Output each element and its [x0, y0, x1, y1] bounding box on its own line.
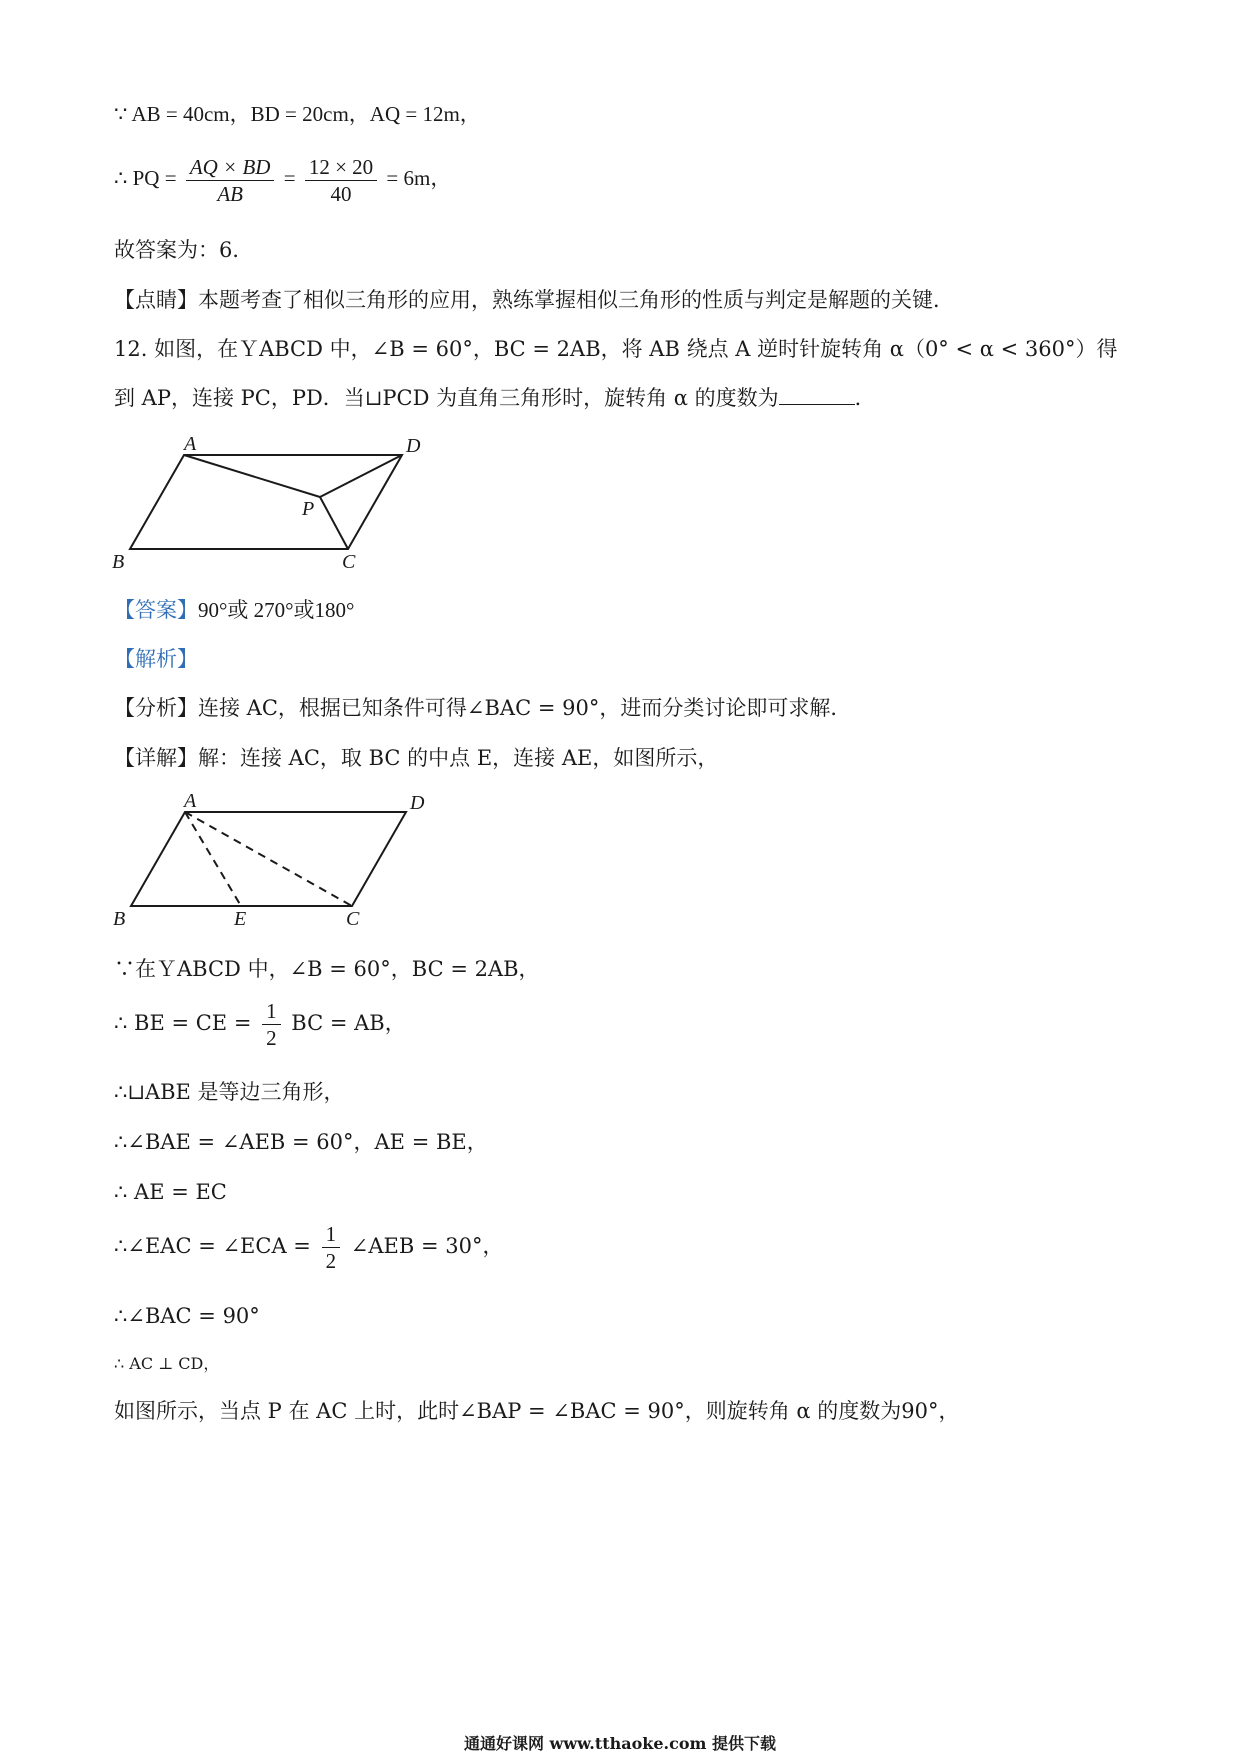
dashed-segment-ae	[185, 812, 241, 906]
step-7: ∴∠BAC = 90°	[114, 1304, 260, 1328]
step-6-prefix: ∴∠EAC = ∠ECA =	[114, 1234, 311, 1258]
fenxi-line: 【分析】连接 AC，根据已知条件可得∠BAC = 90°，进而分类讨论即可求解．	[114, 696, 852, 720]
label-b: B	[113, 908, 126, 930]
step-2	[114, 995, 406, 1051]
page-footer: 通通好课网 www.tthaoke.com 提供下载	[463, 1734, 777, 1753]
label-c: C	[346, 908, 360, 930]
label-e: E	[234, 908, 247, 930]
question-12-line-2	[114, 384, 876, 412]
label-b: B	[112, 551, 125, 573]
fraction-numerator: 12 × 20	[305, 154, 377, 181]
formula-result: = 6m，	[386, 166, 452, 190]
step-4: ∴∠BAE = ∠AEB = 60°，AE = BE，	[114, 1130, 488, 1154]
pq-formula-line	[114, 150, 451, 207]
final-answer-line: 故答案为：6．	[114, 238, 254, 262]
answer-tag: 【答案】	[114, 598, 198, 622]
answer-blank	[779, 384, 855, 405]
label-p: P	[302, 498, 315, 520]
label-d: D	[406, 435, 421, 457]
step-8: ∴ AC ⊥ CD，	[114, 1354, 220, 1373]
step-5: ∴ AE = EC	[114, 1180, 227, 1204]
fraction-one-half	[322, 1221, 341, 1274]
step-2-prefix: ∴ BE = CE =	[114, 1011, 252, 1035]
fraction-numerator: 1	[322, 1221, 341, 1248]
analysis-tag: 【解析】	[114, 647, 198, 671]
dianjing-comment: 【点睛】本题考查了相似三角形的应用，熟练掌握相似三角形的性质与判定是解题的关键．	[114, 288, 954, 312]
label-a: A	[184, 433, 197, 455]
segment-pc	[320, 497, 348, 549]
answer-text: 90°或 270°或180°	[198, 598, 355, 622]
answer-line	[114, 596, 354, 624]
step-9: 如图所示，当点 P 在 AC 上时，此时∠BAP = ∠BAC = 90°，则旋转角 α 的度数为90°，	[114, 1399, 960, 1423]
parallelogram-abcd	[130, 455, 402, 549]
question-12-end: ．	[854, 386, 876, 410]
dashed-segment-ac	[185, 812, 352, 906]
question-12-text: 到 AP，连接 PC，PD．当⊔PCD 为直角三角形时，旋转角 α 的度数为	[114, 386, 779, 410]
xiangjie-line: 【详解】解：连接 AC，取 BC 的中点 E，连接 AE，如图所示，	[114, 746, 719, 770]
segment-ap	[184, 455, 320, 497]
label-c: C	[342, 551, 356, 573]
equals-sign: =	[283, 166, 296, 190]
step-3: ∴⊔ABE 是等边三角形，	[114, 1080, 345, 1104]
given-line: ∵ AB = 40cm，BD = 20cm，AQ = 12m，	[114, 102, 481, 126]
fraction-numerator: 1	[262, 998, 281, 1025]
step-6	[114, 1218, 503, 1274]
step-1: ∵在ＹABCD 中，∠B = 60°，BC = 2AB，	[114, 957, 540, 981]
question-12-line-1: 12. 如图，在ＹABCD 中，∠B = 60°，BC = 2AB，将 AB 绕点 A 逆时针旋转角 α（0° < α < 360°）得	[114, 337, 1118, 361]
fraction-12-20	[305, 154, 377, 207]
fraction-denominator: 40	[330, 181, 352, 206]
label-a: A	[184, 790, 197, 812]
label-d: D	[410, 792, 425, 814]
fraction-aq-bd	[186, 154, 275, 207]
fraction-numerator: AQ × BD	[186, 154, 275, 181]
formula-prefix: ∴ PQ =	[114, 166, 177, 190]
fraction-one-half	[262, 998, 281, 1051]
fraction-denominator: 2	[266, 1026, 277, 1050]
fraction-denominator: 2	[325, 1249, 337, 1273]
figure-parallelogram-rotation	[110, 428, 430, 576]
figure-parallelogram-midpoint	[110, 785, 430, 935]
step-6-suffix: ∠AEB = 30°，	[350, 1234, 504, 1258]
parallelogram-abcd	[131, 812, 406, 906]
step-2-suffix: BC = AB，	[291, 1011, 406, 1035]
fraction-denominator: AB	[217, 181, 243, 206]
